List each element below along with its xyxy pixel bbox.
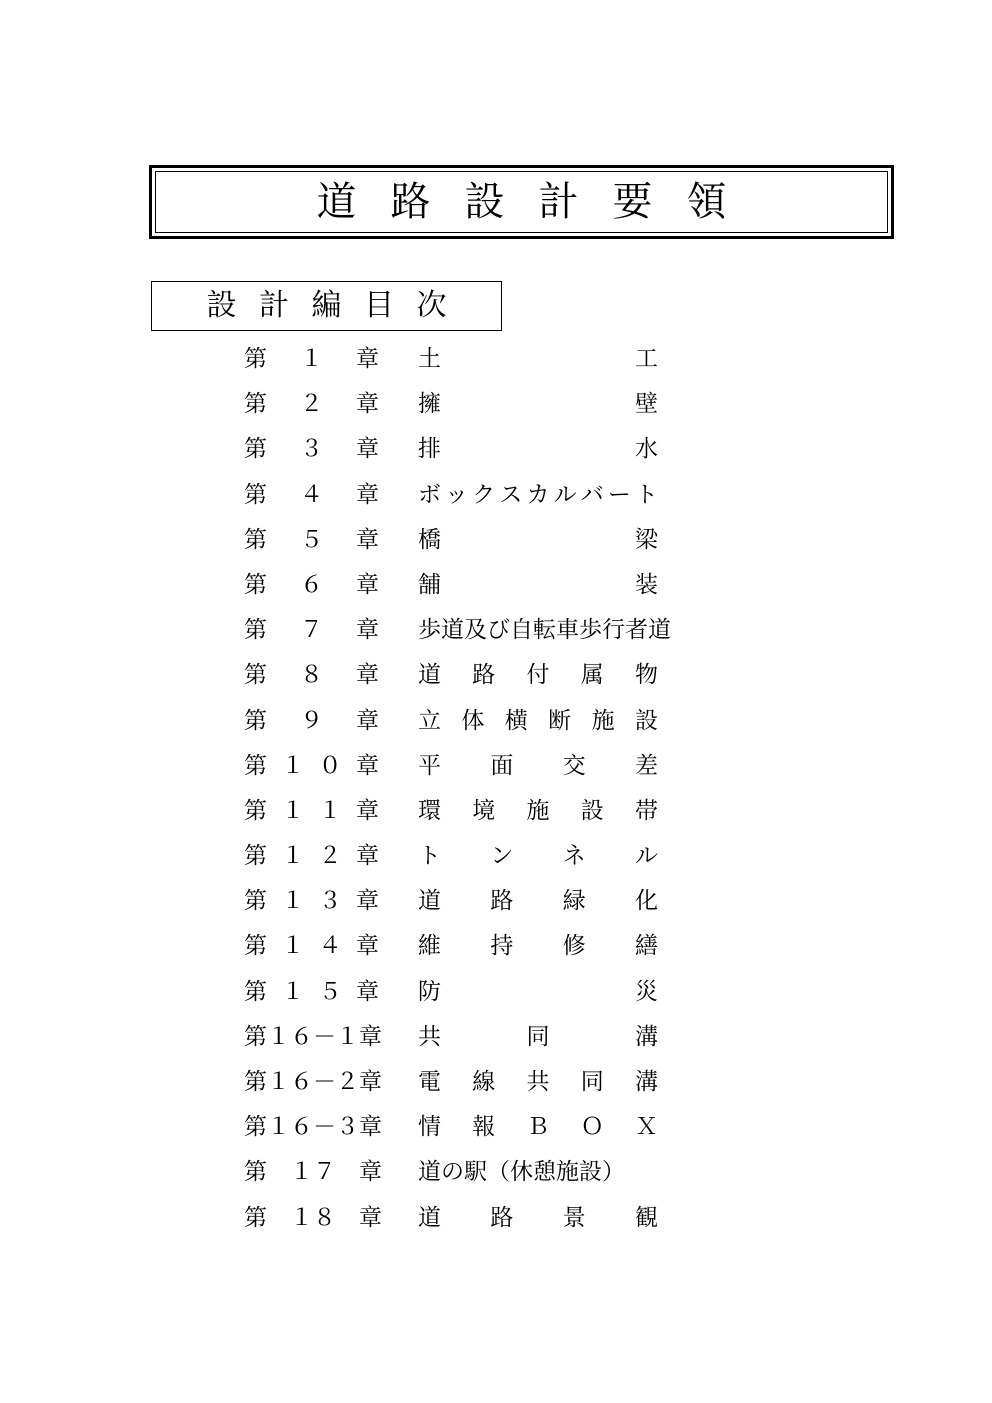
toc-chapter-number: 第 ２ 章 — [244, 391, 379, 418]
toc-chapter-number: 第 ６ 章 — [244, 571, 379, 598]
toc-chapter-number: 第 ８ 章 — [244, 662, 379, 689]
toc-chapter-number: 第 １ 章 — [244, 346, 379, 372]
toc-chapter-title: 道 路 付 属 物 — [418, 662, 658, 689]
toc-row — [244, 337, 660, 382]
toc-chapter-title: 共 同 溝 — [418, 1023, 658, 1050]
toc-row — [244, 1196, 660, 1241]
toc-chapter-number: 第 １ ６ － １ 章 — [244, 1023, 382, 1050]
section-heading-box — [151, 281, 502, 331]
toc-chapter-title: 防 災 — [418, 978, 658, 1005]
toc-row — [244, 789, 660, 834]
toc-row — [244, 427, 660, 472]
toc-chapter-title: ボ ッ ク ス カ ル バ ー ト — [418, 481, 658, 508]
toc-chapter-title: 擁 壁 — [418, 391, 658, 418]
toc-row — [244, 563, 660, 608]
toc-chapter-number: 第 １ ２ 章 — [244, 843, 379, 870]
toc-chapter-number: 第 １ ６ － ３ 章 — [244, 1114, 382, 1141]
toc-chapter-title: 電 線 共 同 溝 — [418, 1069, 658, 1095]
toc-chapter-title: 歩 道 及 び 自 転 車 歩 行 者 道 — [418, 617, 671, 644]
toc-chapter-number: 第 １ ６ － ２ 章 — [244, 1069, 382, 1095]
toc-row — [244, 653, 660, 698]
toc-chapter-number: 第 １ ５ 章 — [244, 978, 379, 1005]
table-of-contents — [244, 337, 671, 1241]
toc-chapter-title: 橋 梁 — [418, 526, 658, 553]
toc-chapter-number: 第 ４ 章 — [244, 481, 379, 508]
toc-row — [244, 608, 671, 653]
toc-chapter-title: 平 面 交 差 — [418, 752, 658, 779]
toc-row — [244, 518, 660, 563]
toc-chapter-number: 第 １ ７ 章 — [244, 1159, 382, 1186]
toc-chapter-title: ト ン ネ ル — [418, 843, 658, 870]
toc-row — [244, 834, 660, 879]
toc-row — [244, 1015, 660, 1060]
toc-chapter-number: 第 ７ 章 — [244, 617, 379, 644]
toc-chapter-title: 維 持 修 繕 — [418, 933, 658, 960]
toc-chapter-number: 第 １ ０ 章 — [244, 752, 379, 779]
toc-row — [244, 699, 660, 744]
document-title-inner-frame — [155, 171, 888, 233]
toc-row — [244, 382, 660, 427]
section-heading: 設計編目次 — [206, 288, 469, 323]
toc-chapter-title: 道 の 駅 （ 休 憩 施 設 ） — [418, 1159, 625, 1186]
toc-row — [244, 879, 660, 924]
toc-chapter-number: 第 １ ３ 章 — [244, 888, 379, 915]
toc-chapter-number: 第 １ ４ 章 — [244, 933, 379, 960]
toc-chapter-title: 情 報 Ｂ Ｏ Ｘ — [418, 1114, 658, 1141]
toc-chapter-title: 立 体 横 断 施 設 — [418, 707, 658, 734]
toc-chapter-title: 排 水 — [418, 436, 658, 463]
toc-row — [244, 744, 660, 789]
toc-chapter-number: 第 ９ 章 — [244, 707, 379, 734]
toc-chapter-number: 第 ３ 章 — [244, 436, 379, 463]
toc-row — [244, 970, 660, 1015]
toc-row — [244, 1105, 660, 1150]
toc-chapter-title: 土 工 — [418, 346, 658, 372]
toc-row — [244, 924, 660, 969]
document-title-frame — [149, 165, 894, 239]
toc-row — [244, 473, 660, 518]
toc-chapter-number: 第 １ ８ 章 — [244, 1204, 382, 1231]
toc-row — [244, 1060, 660, 1105]
document-title: 道路設計要領 — [316, 179, 761, 225]
toc-chapter-title: 道 路 緑 化 — [418, 888, 658, 915]
toc-chapter-title: 舗 装 — [418, 571, 658, 598]
toc-row — [244, 1150, 660, 1195]
toc-chapter-title: 環 境 施 設 帯 — [418, 797, 658, 824]
toc-chapter-number: 第 １ １ 章 — [244, 797, 379, 824]
toc-chapter-title: 道 路 景 観 — [418, 1204, 658, 1231]
toc-chapter-number: 第 ５ 章 — [244, 526, 379, 553]
